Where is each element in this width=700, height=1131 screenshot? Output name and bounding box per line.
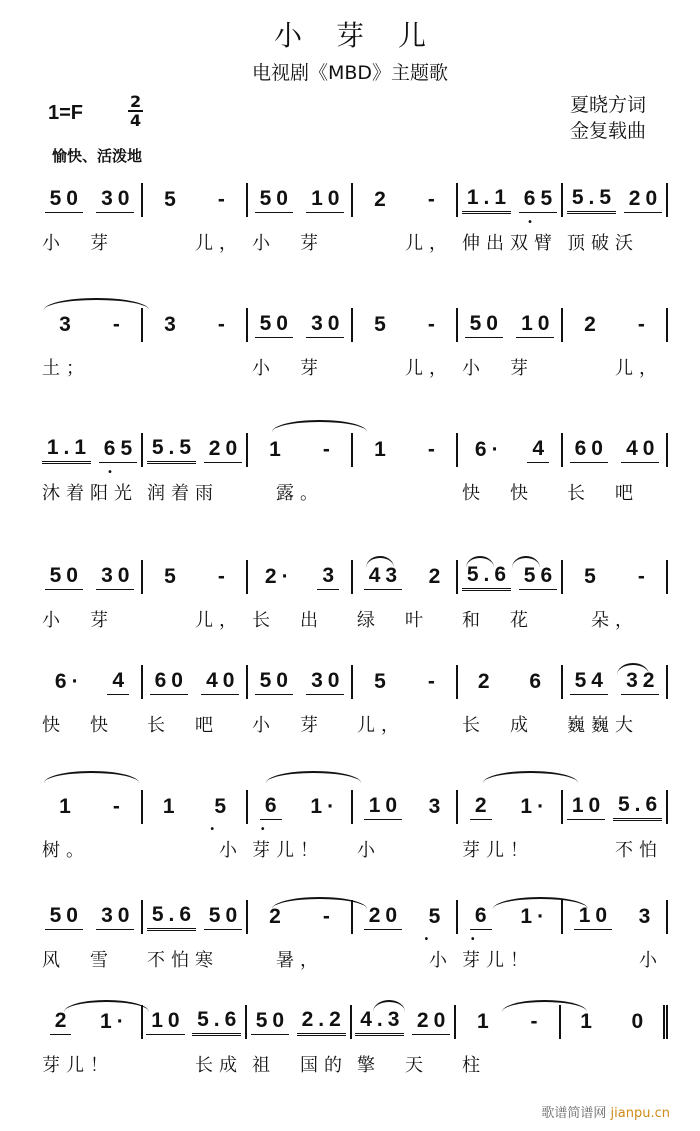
score-row <box>38 308 668 380</box>
measure <box>143 900 248 934</box>
lyric-segment: 长 出 <box>252 610 324 631</box>
note-group: 5.6 <box>613 793 662 821</box>
tie-slur <box>266 771 361 783</box>
lyric-segment: 巍巍大 <box>567 715 639 736</box>
measure-line <box>38 433 668 467</box>
note-group: 65 • <box>519 187 557 213</box>
note-group: 5.6 <box>147 903 196 931</box>
tie-slur <box>44 298 149 310</box>
lyric-segment: 伸出双臂 <box>462 233 558 254</box>
time-denominator: 4 <box>130 111 142 130</box>
note-group: 30 <box>306 312 344 338</box>
tie-slur <box>272 897 367 909</box>
score-row <box>38 1005 668 1077</box>
note-group: 50 <box>465 312 503 338</box>
measure <box>38 433 143 467</box>
note-group: - <box>217 313 230 336</box>
note-group: - <box>637 565 650 588</box>
note-group: 1· <box>100 1010 129 1033</box>
note-group: 2.2 <box>297 1008 346 1036</box>
lyrics-line <box>38 946 668 972</box>
measure <box>563 433 668 467</box>
note-group: - <box>427 188 440 211</box>
measure <box>458 308 563 342</box>
score-row <box>38 433 668 505</box>
lyric-segment: 暑， <box>252 950 324 971</box>
measure <box>38 790 143 824</box>
watermark <box>541 1102 670 1121</box>
note-group: - <box>427 438 440 461</box>
note-group: 2 <box>477 670 495 693</box>
lyric-segment: 沐着阳光 <box>42 483 138 504</box>
note-group: 1 <box>162 795 180 818</box>
note-group: 1 <box>580 1010 597 1033</box>
note-group: 1 <box>59 795 76 818</box>
note-group: 5.6 <box>192 1008 241 1036</box>
lyric-segment: 小 芽 <box>42 610 114 631</box>
note-group: - <box>530 1010 543 1033</box>
lyric-segment: 儿， <box>567 358 663 379</box>
lyric-segment: 朵， <box>567 610 639 631</box>
measure <box>248 433 353 467</box>
measure <box>353 433 458 467</box>
measure-line <box>38 560 668 594</box>
lyric-segment: 小 芽 <box>252 233 324 254</box>
lyrics-line <box>38 606 668 632</box>
tie-slur <box>272 420 367 432</box>
note-group: 10 <box>364 794 402 820</box>
note-group: 40 <box>201 669 239 695</box>
lyrics-line <box>38 479 668 505</box>
note-group: - <box>217 188 230 211</box>
measure <box>38 900 143 934</box>
measure <box>458 183 563 217</box>
note-group: 60 <box>150 669 188 695</box>
tie-slur <box>493 897 588 909</box>
measure <box>143 308 248 342</box>
note-group: 20 <box>624 187 662 213</box>
tie-slur <box>512 556 540 568</box>
note-group: 43 <box>364 564 402 590</box>
measure <box>248 183 353 217</box>
note-group: 50 <box>45 564 83 590</box>
lyrics-line <box>38 1051 668 1077</box>
note-group: 3 <box>59 313 76 336</box>
lyric-segment: 儿， <box>147 233 243 254</box>
song-subtitle: 电视剧《MBD》主题歌 <box>251 62 449 84</box>
lyric-segment: 芽儿！ <box>462 840 534 861</box>
lyric-segment: 芽儿！ <box>252 840 324 861</box>
tie-slur <box>373 1000 405 1012</box>
note-group: - <box>112 795 125 818</box>
note-group: 50 <box>255 187 293 213</box>
measure <box>247 1005 352 1039</box>
key-signature: 1=F <box>48 102 84 124</box>
lyrics-line <box>38 711 668 737</box>
note-group: 1· <box>520 795 550 818</box>
note-group: 2 <box>428 565 446 588</box>
measure <box>248 790 353 824</box>
score-row <box>38 665 668 737</box>
note-group: 32 <box>621 669 659 695</box>
lyric-segment <box>563 1051 668 1077</box>
note-group: 50 <box>255 669 293 695</box>
note-group: 3 <box>428 795 446 818</box>
lyric-segment: 润着雨 <box>147 483 219 504</box>
note-group: 2· <box>264 565 294 588</box>
note-group: 50 <box>45 187 83 213</box>
measure <box>38 183 143 217</box>
measure <box>353 900 458 934</box>
note-group: 5.5 <box>567 186 616 214</box>
score-row <box>38 183 668 255</box>
lyric-segment: 顶破沃 <box>567 233 639 254</box>
lyric-segment: 快 快 <box>462 483 534 504</box>
watermark-en: jianpu.cn <box>610 1106 670 1121</box>
lyrics-line <box>38 836 668 862</box>
measure <box>353 790 458 824</box>
lyrics-line <box>38 354 668 380</box>
note-group: - <box>217 565 230 588</box>
note-group: 5 • <box>209 795 231 819</box>
note-group: - <box>427 670 440 693</box>
measure <box>248 665 353 699</box>
lyric-segment: 擎 天 <box>357 1055 429 1076</box>
note-group: - <box>322 438 335 461</box>
note-group: 40 <box>621 437 659 463</box>
note-group: 50 <box>204 904 242 930</box>
note-group: 56 <box>519 564 557 590</box>
lyric-segment: 小 芽 <box>42 233 114 254</box>
note-group: 2 <box>269 905 286 928</box>
lyric-segment: 祖 国的 <box>252 1055 348 1076</box>
note-group: 5 <box>164 565 181 588</box>
time-signature <box>128 93 143 129</box>
note-group: 4.3 <box>355 1008 404 1036</box>
lyric-segment: 芽儿！ <box>462 950 534 971</box>
note-group: 20 <box>364 904 402 930</box>
note-group: 3 <box>638 905 656 928</box>
lyric-segment <box>143 354 248 380</box>
measure <box>143 433 248 467</box>
note-group: 1 <box>269 438 286 461</box>
watermark-cn: 歌谱简谱网 <box>541 1106 607 1121</box>
note-group: 5 <box>374 313 391 336</box>
lyric-segment: 长 吧 <box>567 483 639 504</box>
tie-slur <box>366 556 394 568</box>
note-group: - <box>322 905 335 928</box>
tie-slur <box>44 771 139 783</box>
measure-line <box>38 790 668 824</box>
measure <box>353 308 458 342</box>
note-group: 5.6 <box>462 563 511 591</box>
measure <box>38 560 143 594</box>
note-group: 3 <box>164 313 181 336</box>
note-group: 30 <box>96 564 134 590</box>
measure-line <box>38 308 668 342</box>
measure <box>143 665 248 699</box>
note-group: - <box>112 313 125 336</box>
lyric-segment: 小 芽 <box>252 358 324 379</box>
tie-slur <box>466 556 494 568</box>
lyric-segment: 树。 <box>42 840 90 861</box>
note-group: 30 <box>306 669 344 695</box>
measure <box>248 308 353 342</box>
measure <box>248 560 353 594</box>
measure <box>143 1005 248 1039</box>
note-group: 1· <box>520 905 550 928</box>
measure <box>353 665 458 699</box>
note-group: 1· <box>310 795 340 818</box>
note-group: 30 <box>96 904 134 930</box>
lyric-segment: 不怕寒 <box>147 950 219 971</box>
note-group: 3 <box>317 564 339 590</box>
measure <box>563 308 668 342</box>
note-group: - <box>427 313 440 336</box>
lyric-segment: 小 <box>567 950 663 971</box>
note-group: 6 • <box>260 794 282 820</box>
measure <box>458 433 563 467</box>
lyric-segment: 小 芽 <box>462 358 534 379</box>
note-group: 5 <box>584 565 601 588</box>
lyric-segment: 快 快 <box>42 715 114 736</box>
measure <box>353 183 458 217</box>
measure-line <box>38 665 668 699</box>
lyric-segment: 长 成 <box>462 715 534 736</box>
note-group: 10 <box>574 904 612 930</box>
note-group: 50 <box>45 904 83 930</box>
note-group: 6· <box>474 438 504 461</box>
score-row <box>38 790 668 862</box>
note-group: 10 <box>146 1009 184 1035</box>
measure <box>458 665 563 699</box>
score-row <box>38 900 668 972</box>
lyric-segment: 绿 叶 <box>357 610 429 631</box>
note-group: 20 <box>204 437 242 463</box>
tie-slur <box>502 1000 587 1012</box>
tempo-marking: 愉快、活泼地 <box>52 147 143 165</box>
note-group: 1.1 <box>462 186 511 214</box>
note-group: 10 <box>516 312 554 338</box>
measure <box>458 790 563 824</box>
lyric-segment: 儿， <box>357 358 453 379</box>
lyric-segment: 和 花 <box>462 610 534 631</box>
lyric-segment: 小 <box>147 840 243 861</box>
note-group: 6 • <box>470 904 492 930</box>
measure <box>143 560 248 594</box>
measure <box>563 560 668 594</box>
song-title: 小芽儿 <box>273 19 460 52</box>
note-group: 1.1 <box>42 436 91 464</box>
measure <box>143 183 248 217</box>
tie-slur <box>64 1000 149 1012</box>
lyric-segment: 小 <box>357 840 381 861</box>
lyric-segment: 露。 <box>252 483 324 504</box>
note-group: 4 <box>527 437 549 463</box>
measure <box>38 665 143 699</box>
time-numerator: 2 <box>130 92 142 111</box>
composer: 金复载曲 <box>570 120 647 142</box>
lyric-segment: 长成 <box>147 1055 243 1076</box>
score-row <box>38 560 668 632</box>
lyric-segment: 柱 <box>462 1055 486 1076</box>
note-group: 54 <box>570 669 608 695</box>
note-group: 4 <box>107 669 129 695</box>
note-group: 50 <box>255 312 293 338</box>
lyric-segment: 风 雪 <box>42 950 114 971</box>
note-group: 1 <box>374 438 391 461</box>
measure <box>38 308 143 342</box>
note-group: 2 <box>470 794 492 820</box>
note-group: 50 <box>251 1009 289 1035</box>
note-group: 5 <box>374 670 391 693</box>
lyric-segment: 不怕 <box>567 840 663 861</box>
lyric-segment: 小 <box>357 950 453 971</box>
note-group: 30 <box>96 187 134 213</box>
note-group: 5 <box>164 188 181 211</box>
lyrics-line <box>38 229 668 255</box>
lyric-segment: 儿， <box>147 610 243 631</box>
lyric-segment: 长 吧 <box>147 715 219 736</box>
note-group: 60 <box>570 437 608 463</box>
note-group: 0 <box>631 1010 649 1033</box>
note-group: 65 • <box>99 437 137 463</box>
note-group: 6· <box>54 670 84 693</box>
measure <box>563 183 668 217</box>
note-group: 2 <box>374 188 391 211</box>
lyric-segment: 儿， <box>357 233 453 254</box>
note-group: 1 <box>476 1010 494 1033</box>
lyricist: 夏晓方词 <box>570 94 647 116</box>
note-group: 2 <box>584 313 601 336</box>
measure-line <box>38 183 668 217</box>
note-group: - <box>637 313 650 336</box>
note-group: 20 <box>412 1009 450 1035</box>
measure <box>563 790 668 824</box>
lyric-segment: 儿， <box>357 715 405 736</box>
measure <box>563 665 668 699</box>
lyric-segment <box>353 479 458 505</box>
lyric-segment: 小 芽 <box>252 715 324 736</box>
note-group: 10 <box>567 794 605 820</box>
note-group: 5 • <box>424 905 446 929</box>
lyric-segment: 芽儿！ <box>42 1055 114 1076</box>
note-group: 5.5 <box>147 436 196 464</box>
note-group: 10 <box>306 187 344 213</box>
tie-slur <box>483 771 578 783</box>
lyric-segment: 土； <box>42 358 90 379</box>
credits <box>570 92 646 144</box>
note-group: 2 <box>50 1009 72 1035</box>
note-group: 6 <box>529 670 547 693</box>
measure <box>143 790 248 824</box>
